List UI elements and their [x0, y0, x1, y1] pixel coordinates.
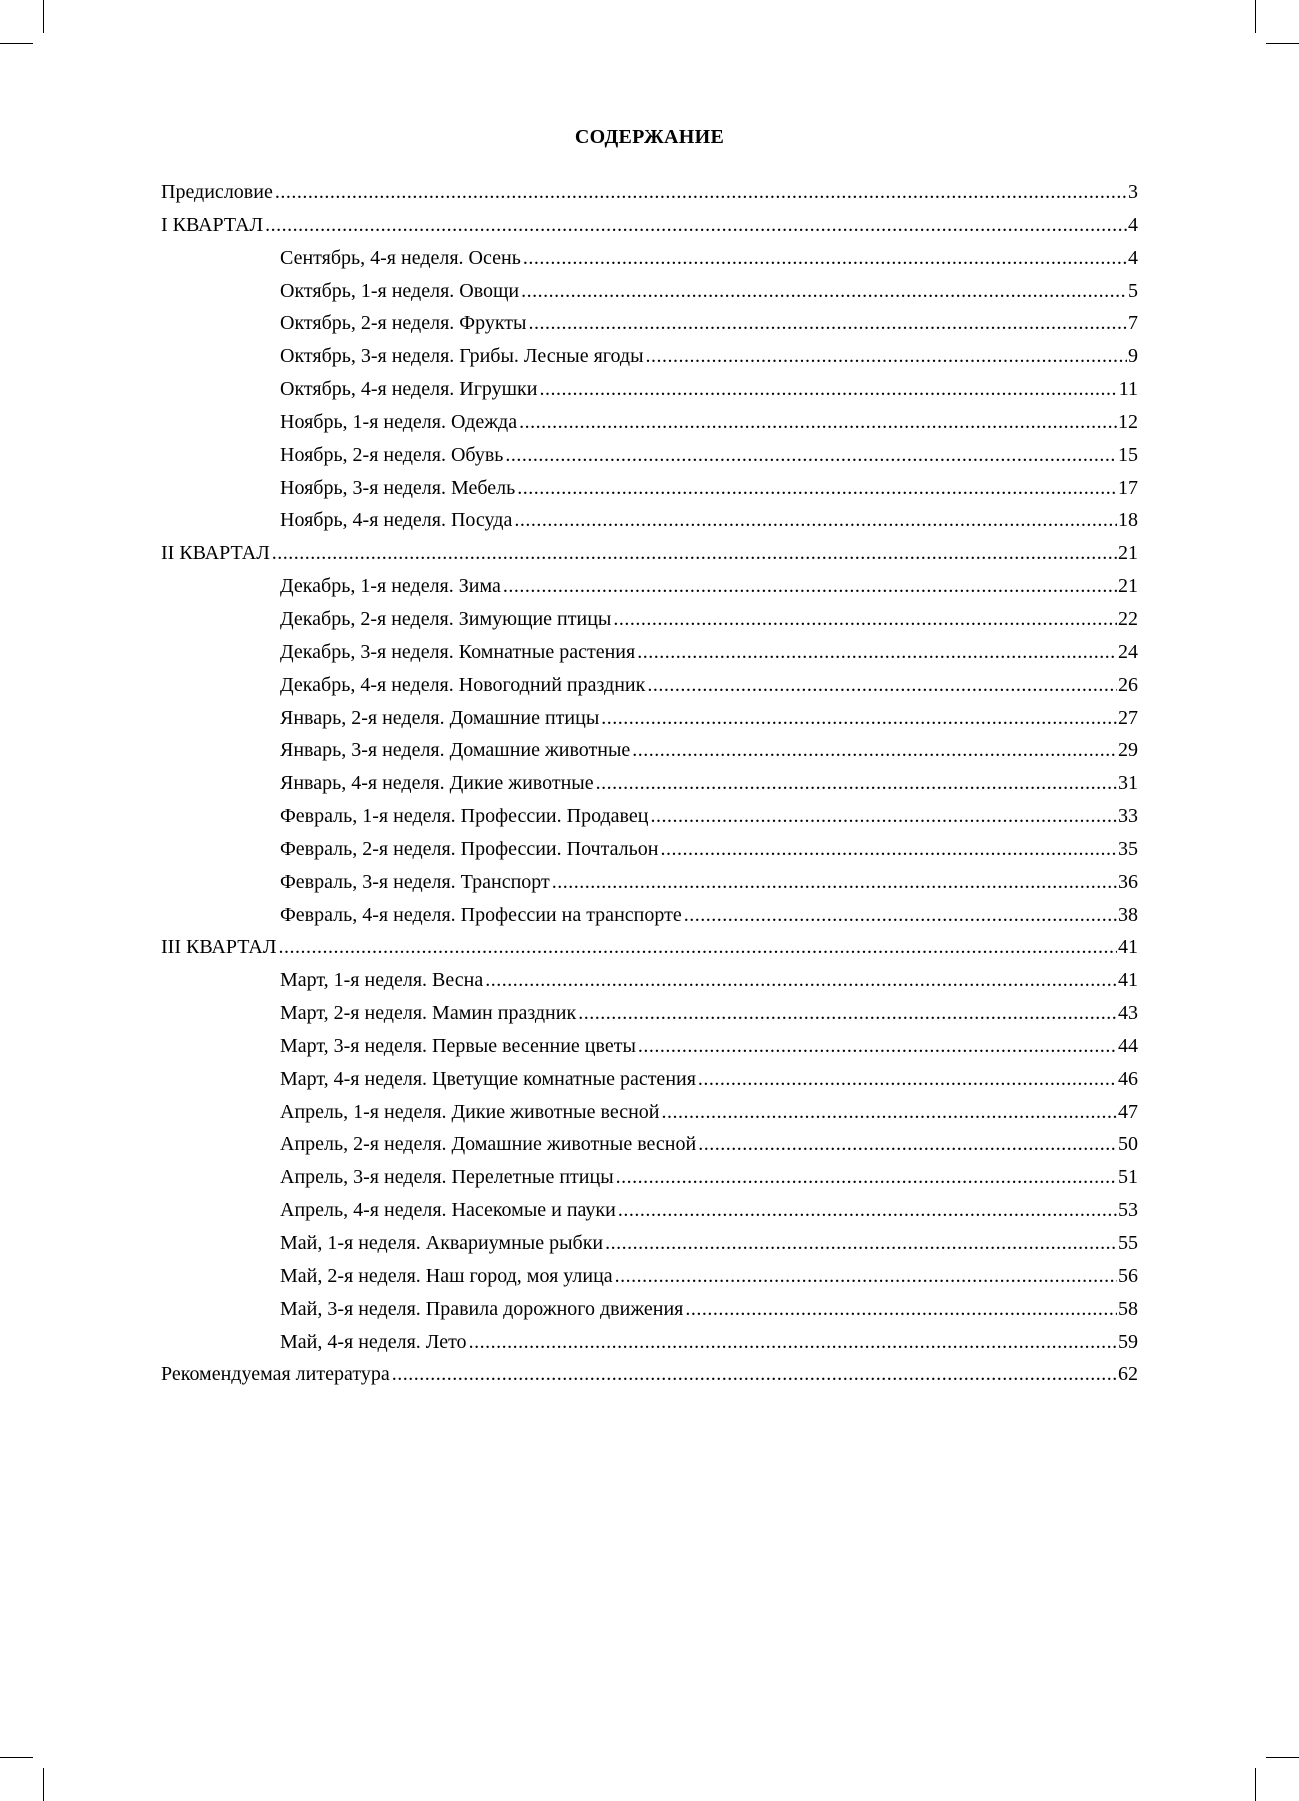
toc-entry-label: Октябрь, 2-я неделя. Фрукты	[280, 312, 527, 335]
toc-subsection-entry[interactable]	[161, 1128, 1138, 1161]
toc-dot-leader	[614, 1161, 1117, 1194]
toc-subsection-entry[interactable]	[161, 964, 1138, 997]
toc-page-number: 51	[1118, 1166, 1138, 1189]
toc-subsection-entry[interactable]	[161, 472, 1138, 505]
toc-dot-leader	[636, 1030, 1117, 1063]
toc-subsection-entry[interactable]	[161, 866, 1138, 899]
toc-dot-leader	[270, 537, 1117, 570]
toc-entry-label: Апрель, 4-я неделя. Насекомые и пауки	[280, 1199, 616, 1222]
toc-subsection-entry[interactable]	[161, 767, 1138, 800]
toc-entry-label: Февраль, 3-я неделя. Транспорт	[280, 870, 550, 893]
toc-subsection-entry[interactable]	[161, 307, 1138, 340]
toc-page-number: 24	[1118, 640, 1138, 663]
toc-subsection-entry[interactable]	[161, 800, 1138, 833]
toc-subsection-entry[interactable]	[161, 242, 1138, 275]
toc-page-number: 43	[1118, 1002, 1138, 1025]
toc-page-number: 59	[1118, 1330, 1138, 1353]
toc-page-number: 50	[1118, 1133, 1138, 1156]
toc-subsection-entry[interactable]	[161, 1260, 1138, 1293]
toc-subsection-entry[interactable]	[161, 1063, 1138, 1096]
toc-page-number: 44	[1118, 1034, 1138, 1057]
toc-entry-label: Октябрь, 1-я неделя. Овощи	[280, 279, 520, 302]
toc-entry-label: Май, 2-я неделя. Наш город, моя улица	[280, 1264, 613, 1287]
toc-entry-label: III КВАРТАЛ	[161, 936, 277, 959]
toc-page-number: 9	[1128, 345, 1138, 368]
toc-subsection-entry[interactable]	[161, 1096, 1138, 1129]
toc-page-number: 41	[1118, 969, 1138, 992]
toc-page-number: 41	[1118, 936, 1138, 959]
toc-page-number: 12	[1118, 410, 1138, 433]
toc-entry-label: Февраль, 1-я неделя. Профессии. Продавец	[280, 805, 649, 828]
toc-subsection-entry[interactable]	[161, 504, 1138, 537]
toc-subsection-entry[interactable]	[161, 570, 1138, 603]
toc-page-number: 11	[1118, 378, 1138, 401]
toc-dot-leader	[517, 406, 1117, 439]
toc-subsection-entry[interactable]	[161, 603, 1138, 636]
toc-entry-label: Ноябрь, 4-я неделя. Посуда	[280, 509, 513, 532]
toc-entry-label: Март, 4-я неделя. Цветущие комнатные растения	[280, 1067, 696, 1090]
toc-dot-leader	[576, 997, 1117, 1030]
crop-mark-bottom-right-vertical	[1255, 1768, 1256, 1801]
toc-entry-label: Декабрь, 2-я неделя. Зимующие птицы	[280, 607, 612, 630]
toc-entry-label: Февраль, 4-я неделя. Профессии на транспорте	[280, 903, 682, 926]
toc-subsection-entry[interactable]	[161, 1194, 1138, 1227]
toc-subsection-entry[interactable]	[161, 439, 1138, 472]
toc-entry-label: Апрель, 3-я неделя. Перелетные птицы	[280, 1166, 614, 1189]
toc-dot-leader	[682, 899, 1117, 932]
toc-entry-label: Октябрь, 3-я неделя. Грибы. Лесные ягоды	[280, 345, 644, 368]
toc-section-entry[interactable]	[161, 1358, 1138, 1391]
toc-page-number: 21	[1118, 575, 1138, 598]
toc-section-entry[interactable]	[161, 537, 1138, 570]
toc-entry-label: Ноябрь, 3-я неделя. Мебель	[280, 476, 516, 499]
toc-section-entry[interactable]	[161, 176, 1138, 209]
toc-entry-label: Ноябрь, 2-я неделя. Обувь	[280, 443, 504, 466]
toc-subsection-entry[interactable]	[161, 734, 1138, 767]
toc-dot-leader	[613, 1260, 1117, 1293]
toc-entry-label: Апрель, 2-я неделя. Домашние животные весной	[280, 1133, 697, 1156]
toc-page-number: 5	[1128, 279, 1138, 302]
toc-entry-label: Февраль, 2-я неделя. Профессии. Почтальон	[280, 837, 659, 860]
toc-section-entry[interactable]	[161, 931, 1138, 964]
toc-dot-leader	[630, 734, 1117, 767]
toc-page-number: 15	[1118, 443, 1138, 466]
table-of-contents	[161, 176, 1138, 1391]
crop-mark-top-right-horizontal	[1266, 43, 1299, 44]
toc-page-number: 7	[1128, 312, 1138, 335]
toc-subsection-entry[interactable]	[161, 833, 1138, 866]
crop-mark-top-left-vertical	[43, 0, 44, 33]
toc-subsection-entry[interactable]	[161, 373, 1138, 406]
toc-page-number: 56	[1118, 1264, 1138, 1287]
toc-page-number: 35	[1118, 837, 1138, 860]
toc-dot-leader	[550, 866, 1117, 899]
toc-subsection-entry[interactable]	[161, 406, 1138, 439]
toc-dot-leader	[390, 1358, 1117, 1391]
toc-subsection-entry[interactable]	[161, 899, 1138, 932]
toc-dot-leader	[683, 1293, 1117, 1326]
toc-page-number: 33	[1118, 805, 1138, 828]
toc-entry-label: Январь, 4-я неделя. Дикие животные	[280, 772, 594, 795]
toc-dot-leader	[519, 275, 1127, 308]
toc-subsection-entry[interactable]	[161, 702, 1138, 735]
toc-page-number: 4	[1128, 246, 1138, 269]
toc-subsection-entry[interactable]	[161, 636, 1138, 669]
toc-subsection-entry[interactable]	[161, 1030, 1138, 1063]
crop-mark-bottom-left-horizontal	[0, 1757, 33, 1758]
toc-dot-leader	[521, 242, 1127, 275]
crop-mark-top-left-horizontal	[0, 43, 33, 44]
toc-page-number: 36	[1118, 870, 1138, 893]
toc-entry-label: I КВАРТАЛ	[161, 213, 264, 236]
toc-dot-leader	[599, 702, 1117, 735]
toc-dot-leader	[603, 1227, 1117, 1260]
toc-page-number: 55	[1118, 1232, 1138, 1254]
toc-entry-label: Декабрь, 1-я неделя. Зима	[280, 575, 501, 598]
toc-entry-label: Март, 2-я неделя. Мамин праздник	[280, 1002, 577, 1025]
toc-entry-label: Декабрь, 3-я неделя. Комнатные растения	[280, 640, 636, 663]
crop-mark-bottom-left-vertical	[43, 1768, 44, 1801]
toc-page-number: 58	[1118, 1297, 1138, 1320]
toc-dot-leader	[648, 800, 1117, 833]
toc-dot-leader	[616, 1194, 1117, 1227]
toc-entry-label: Апрель, 1-я неделя. Дикие животные весной	[280, 1100, 660, 1123]
toc-subsection-entry[interactable]	[161, 997, 1138, 1030]
toc-dot-leader	[659, 1096, 1117, 1129]
crop-mark-bottom-right-horizontal	[1266, 1757, 1299, 1758]
toc-dot-leader	[512, 504, 1117, 537]
toc-entry-label: Октябрь, 4-я неделя. Игрушки	[280, 378, 538, 401]
toc-dot-leader	[644, 340, 1127, 373]
toc-page-number: 29	[1118, 739, 1138, 762]
toc-subsection-entry[interactable]	[161, 340, 1138, 373]
toc-entry-label: Сентябрь, 4-я неделя. Осень	[280, 246, 521, 269]
toc-entry-label: II КВАРТАЛ	[161, 542, 270, 565]
toc-page-number: 38	[1118, 903, 1138, 926]
toc-page-number: 17	[1118, 476, 1138, 499]
toc-entry-label: Май, 4-я неделя. Лето	[280, 1330, 467, 1353]
toc-dot-leader	[526, 307, 1127, 340]
toc-page-number: 18	[1118, 509, 1138, 532]
toc-entry-label: Май, 1-я неделя. Аквариумные рыбки	[280, 1232, 604, 1254]
toc-entry-label: Март, 1-я неделя. Весна	[280, 969, 484, 992]
toc-dot-leader	[594, 767, 1117, 800]
toc-page-number: 62	[1118, 1363, 1138, 1386]
toc-page-number: 22	[1118, 607, 1138, 630]
toc-dot-leader	[501, 570, 1117, 603]
toc-subsection-entry[interactable]	[161, 1227, 1138, 1260]
toc-dot-leader	[276, 931, 1117, 964]
toc-entry-label: Январь, 3-я неделя. Домашние животные	[280, 739, 631, 762]
toc-subsection-entry[interactable]	[161, 1293, 1138, 1326]
page-title: СОДЕРЖАНИЕ	[574, 126, 725, 148]
toc-page-number: 27	[1118, 706, 1138, 729]
toc-page-number: 53	[1118, 1199, 1138, 1222]
toc-entry-label: Январь, 2-я неделя. Домашние птицы	[280, 706, 600, 729]
toc-entry-label: Ноябрь, 1-я неделя. Одежда	[280, 410, 518, 433]
toc-page-number: 46	[1118, 1067, 1138, 1090]
toc-page-number: 31	[1118, 772, 1138, 795]
toc-subsection-entry[interactable]	[161, 1326, 1138, 1359]
toc-section-entry[interactable]	[161, 209, 1138, 242]
toc-dot-leader	[658, 833, 1117, 866]
crop-mark-top-right-vertical	[1255, 0, 1256, 33]
toc-subsection-entry[interactable]	[161, 669, 1138, 702]
toc-dot-leader	[611, 603, 1117, 636]
toc-dot-leader	[273, 176, 1127, 209]
toc-page-number: 3	[1128, 181, 1138, 203]
toc-dot-leader	[515, 472, 1117, 505]
toc-dot-leader	[467, 1326, 1117, 1359]
toc-dot-leader	[537, 373, 1117, 406]
toc-entry-label: Март, 3-я неделя. Первые весенние цветы	[280, 1034, 636, 1057]
toc-dot-leader	[635, 636, 1117, 669]
toc-dot-leader	[645, 669, 1117, 702]
toc-subsection-entry[interactable]	[161, 1161, 1138, 1194]
toc-dot-leader	[263, 209, 1127, 242]
toc-dot-leader	[503, 439, 1117, 472]
toc-dot-leader	[483, 964, 1117, 997]
toc-page-number: 26	[1118, 673, 1138, 696]
toc-entry-label: Рекомендуемая литература	[161, 1363, 390, 1386]
toc-entry-label: Май, 3-я неделя. Правила дорожного движения	[280, 1297, 684, 1320]
toc-page-number: 47	[1118, 1100, 1138, 1123]
toc-subsection-entry[interactable]	[161, 275, 1138, 308]
toc-entry-label: Декабрь, 4-я неделя. Новогодний праздник	[280, 673, 646, 696]
toc-entry-label: Предисловие	[161, 181, 273, 203]
toc-dot-leader	[696, 1128, 1117, 1161]
toc-page-number: 21	[1118, 542, 1138, 565]
toc-page-number: 4	[1128, 213, 1138, 236]
toc-dot-leader	[696, 1063, 1117, 1096]
